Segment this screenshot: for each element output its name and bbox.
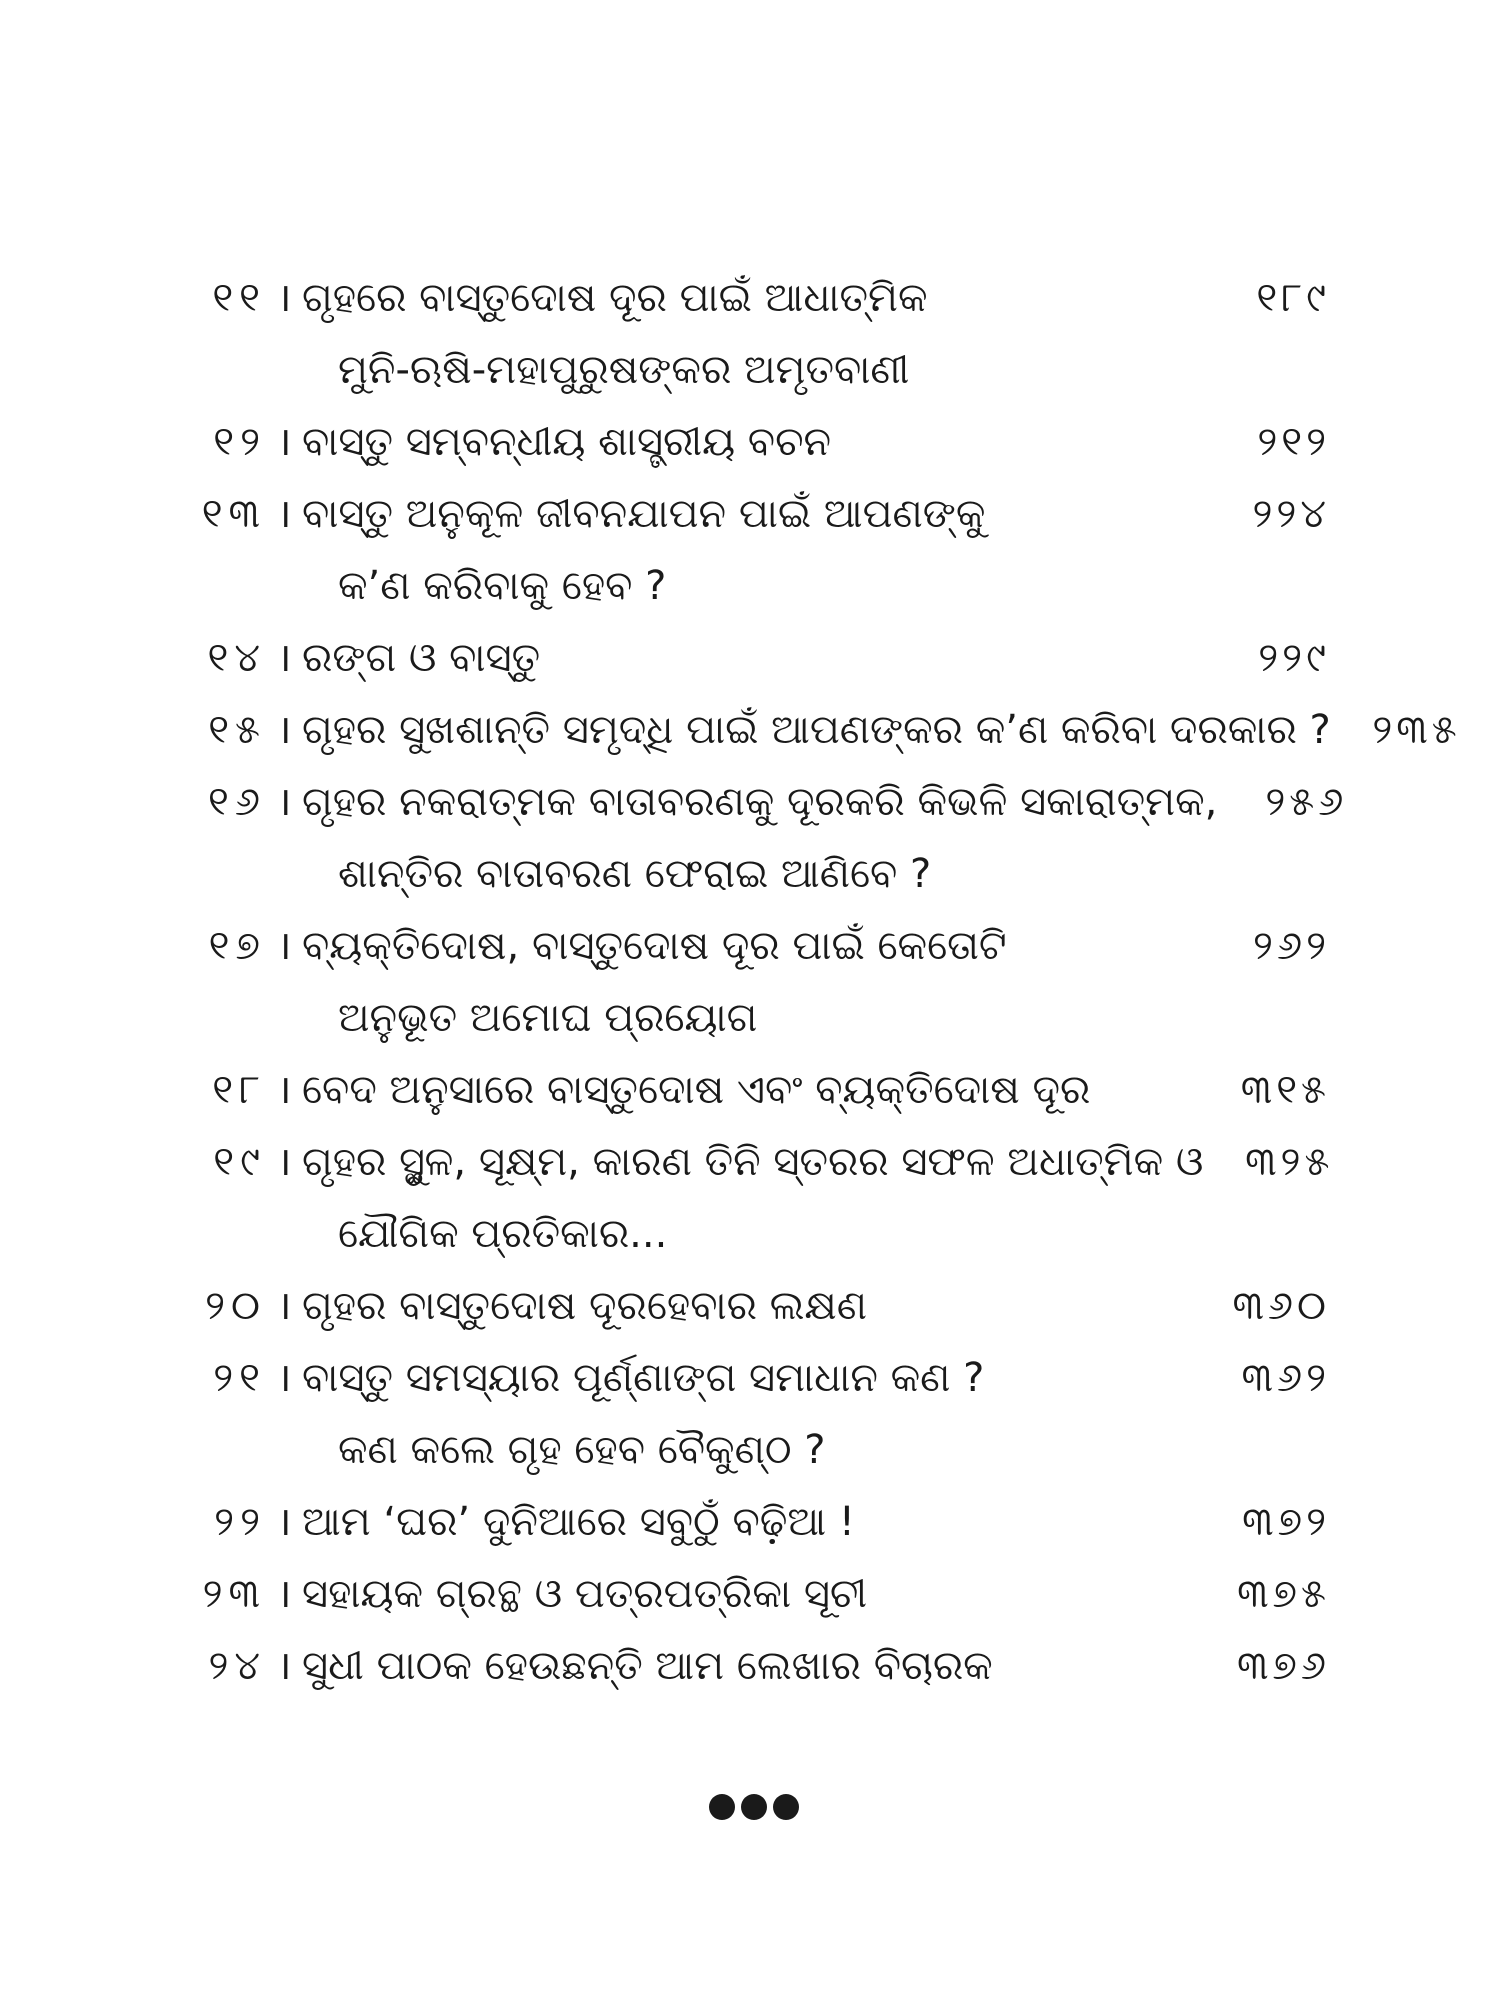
separator: । bbox=[276, 1643, 292, 1689]
separator: । bbox=[276, 923, 292, 969]
toc-entry bbox=[180, 406, 1330, 478]
chapter-title bbox=[302, 1054, 1200, 1126]
footer-ornament bbox=[709, 1794, 799, 1820]
page-number: ୩୭୬ bbox=[1236, 1643, 1330, 1689]
chapter-number: ୧୯ bbox=[213, 1139, 266, 1185]
chapter-number: ୧୬ bbox=[208, 779, 266, 825]
chapter-number: ୧୩ bbox=[201, 491, 266, 537]
page-number: ୧୮୯ bbox=[1256, 275, 1330, 321]
chapter-title bbox=[302, 1270, 1200, 1342]
toc-entry bbox=[180, 1054, 1330, 1126]
chapter-title-continuation: ମୁନି-ଋଷି-ମହାପୁରୁଷଙ୍କର ଅମୃତବାଣୀ bbox=[338, 347, 910, 393]
page-number: ୨୫୬ bbox=[1265, 779, 1348, 825]
chapter-title-line: ସୁଧୀ ପାଠକ ହେଉଛନ୍ତି ଆମ ଲେଖାର ବିଚାରକ bbox=[302, 1643, 993, 1689]
chapter-title bbox=[302, 262, 1200, 406]
chapter-number: ୨୧ bbox=[213, 1355, 266, 1401]
chapter-title-line: ବାସ୍ତୁ ସମସ୍ୟାର ପୂର୍ଣ୍ଣାଙ୍ଗ ସମାଧାନ କଣ ? bbox=[302, 1355, 985, 1401]
chapter-number: ୧୪ bbox=[207, 635, 266, 681]
chapter-title-continuation: ଯୌଗିକ ପ୍ରତିକାର... bbox=[338, 1211, 668, 1257]
toc-entry bbox=[180, 1486, 1330, 1558]
chapter-title-line: ବାସ୍ତୁ ଅନୁକୂଳ ଜୀବନଯାପନ ପାଇଁ ଆପଣଙ୍କୁ bbox=[302, 491, 986, 537]
chapter-title bbox=[302, 1558, 1200, 1630]
chapter-title-line: ଗୃହର ବାସ୍ତୁଦୋଷ ଦୂରହେବାର ଲକ୍ଷଣ bbox=[302, 1283, 867, 1329]
chapter-title-line: ଆମ ‘ଘର’ ଦୁନିଆରେ ସବୁଠୁଁ ବଢ଼ିଆ ! bbox=[302, 1499, 855, 1545]
separator: । bbox=[276, 1283, 292, 1329]
chapter-title bbox=[302, 406, 1200, 478]
chapter-title-line: ବେଦ ଅନୁସାରେ ବାସ୍ତୁଦୋଷ ଏବଂ ବ୍ୟକ୍ତିଦୋଷ ଦୂର bbox=[302, 1067, 1091, 1113]
separator: । bbox=[276, 1139, 292, 1185]
chapter-number: ୧୨ bbox=[213, 419, 266, 465]
separator: । bbox=[276, 1499, 292, 1545]
ornament-dot bbox=[741, 1794, 767, 1820]
page-number: ୨୨୯ bbox=[1258, 635, 1330, 681]
toc-entry bbox=[180, 262, 1330, 406]
chapter-title-line: ଗୃହର ସ୍ଥୁଳ, ସୂକ୍ଷ୍ମ, କାରଣ ତିନି ସ୍ତରର ସଫଳ ଅଧାତ୍ମିକ ଓ bbox=[302, 1139, 1204, 1185]
toc-entry bbox=[180, 1630, 1330, 1702]
chapter-title bbox=[302, 910, 1200, 1054]
separator: । bbox=[276, 1067, 292, 1113]
chapter-title-line: ଗୃହର ସୁଖଶାନ୍ତି ସମୃଦ୍ଧି ପାଇଁ ଆପଣଙ୍କର କ’ଣ କରିବା ଦରକାର ? bbox=[302, 707, 1331, 753]
page-number: ୨୬୨ bbox=[1253, 923, 1330, 969]
chapter-number: ୨୩ bbox=[202, 1571, 266, 1617]
chapter-title-line: ସହାୟକ ଗ୍ରନ୍ଥ ଓ ପତ୍ରପତ୍ରିକା ସୂଚୀ bbox=[302, 1571, 868, 1617]
table-of-contents bbox=[180, 262, 1461, 1702]
toc-entry bbox=[180, 1558, 1330, 1630]
page-number: ୨୧୨ bbox=[1257, 419, 1330, 465]
toc-entry bbox=[180, 1342, 1330, 1486]
chapter-number: ୧୮ bbox=[212, 1067, 266, 1113]
chapter-title bbox=[302, 1126, 1203, 1270]
toc-entry bbox=[180, 694, 1461, 766]
separator: । bbox=[276, 707, 292, 753]
chapter-title bbox=[302, 478, 1200, 622]
chapter-number: ୧୫ bbox=[208, 707, 266, 753]
chapter-number: ୨୦ bbox=[205, 1283, 266, 1329]
page-number: ୩୬୨ bbox=[1241, 1355, 1330, 1401]
chapter-title-continuation: କଣ କଲେ ଗୃହ ହେବ ବୈକୁଣ୍ଠ ? bbox=[338, 1427, 826, 1473]
page-number: ୨୨୪ bbox=[1252, 491, 1330, 537]
chapter-title-line: ଗୃହରେ ବାସ୍ତୁଦୋଷ ଦୂର ପାଇଁ ଆଧାତ୍ମିକ bbox=[302, 275, 928, 321]
chapter-title-continuation: ଶାନ୍ତିର ବାତାବରଣ ଫେରାଇ ଆଣିବେ ? bbox=[338, 851, 932, 897]
page-number: ୩୨୫ bbox=[1245, 1139, 1334, 1185]
chapter-title bbox=[302, 1630, 1200, 1702]
page-number: ୩୭୫ bbox=[1237, 1571, 1330, 1617]
chapter-number: ୨୪ bbox=[208, 1643, 266, 1689]
chapter-number: ୧୭ bbox=[208, 923, 266, 969]
chapter-title bbox=[302, 1486, 1200, 1558]
chapter-title bbox=[302, 694, 1331, 766]
separator: । bbox=[276, 1571, 292, 1617]
toc-entry bbox=[180, 766, 1348, 910]
chapter-title-line: ରଙ୍ଗ ଓ ବାସ୍ତୁ bbox=[302, 635, 541, 681]
chapter-title bbox=[302, 622, 1200, 694]
ornament-dot bbox=[773, 1794, 799, 1820]
chapter-title bbox=[302, 766, 1217, 910]
page-number: ୩୧୫ bbox=[1240, 1067, 1330, 1113]
chapter-number: ୧୧ bbox=[212, 275, 266, 321]
page-number: ୩୬୦ bbox=[1232, 1283, 1330, 1329]
toc-entry bbox=[180, 622, 1330, 694]
page-number: ୩୭୨ bbox=[1242, 1499, 1330, 1545]
ornament-dot bbox=[709, 1794, 735, 1820]
separator: । bbox=[276, 1355, 292, 1401]
separator: । bbox=[276, 275, 292, 321]
toc-entry bbox=[180, 1126, 1334, 1270]
page-number: ୨୩୫ bbox=[1372, 707, 1461, 753]
chapter-title-line: ଗୃହର ନକରାତ୍ମକ ବାତାବରଣକୁ ଦୂରକରି କିଭଳି ସକାରାତ୍ମକ, bbox=[302, 779, 1218, 825]
toc-entry bbox=[180, 1270, 1330, 1342]
chapter-title-continuation: କ’ଣ କରିବାକୁ ହେବ ? bbox=[338, 563, 667, 609]
chapter-title bbox=[302, 1342, 1200, 1486]
separator: । bbox=[276, 779, 292, 825]
separator: । bbox=[276, 635, 292, 681]
chapter-title-continuation: ଅନୁଭୂତ ଅମୋଘ ପ୍ରୟୋଗ bbox=[338, 995, 758, 1041]
separator: । bbox=[276, 419, 292, 465]
chapter-title-line: ବାସ୍ତୁ ସମ୍ବନ୍ଧୀୟ ଶାସ୍ତ୍ରୀୟ ବଚନ bbox=[302, 419, 832, 465]
separator: । bbox=[276, 491, 292, 537]
toc-entry bbox=[180, 910, 1330, 1054]
chapter-title-line: ବ୍ୟକ୍ତିଦୋଷ, ବାସ୍ତୁଦୋଷ ଦୂର ପାଇଁ କେତୋଟି bbox=[302, 923, 1007, 969]
chapter-number: ୨୨ bbox=[214, 1499, 266, 1545]
toc-entry bbox=[180, 478, 1330, 622]
